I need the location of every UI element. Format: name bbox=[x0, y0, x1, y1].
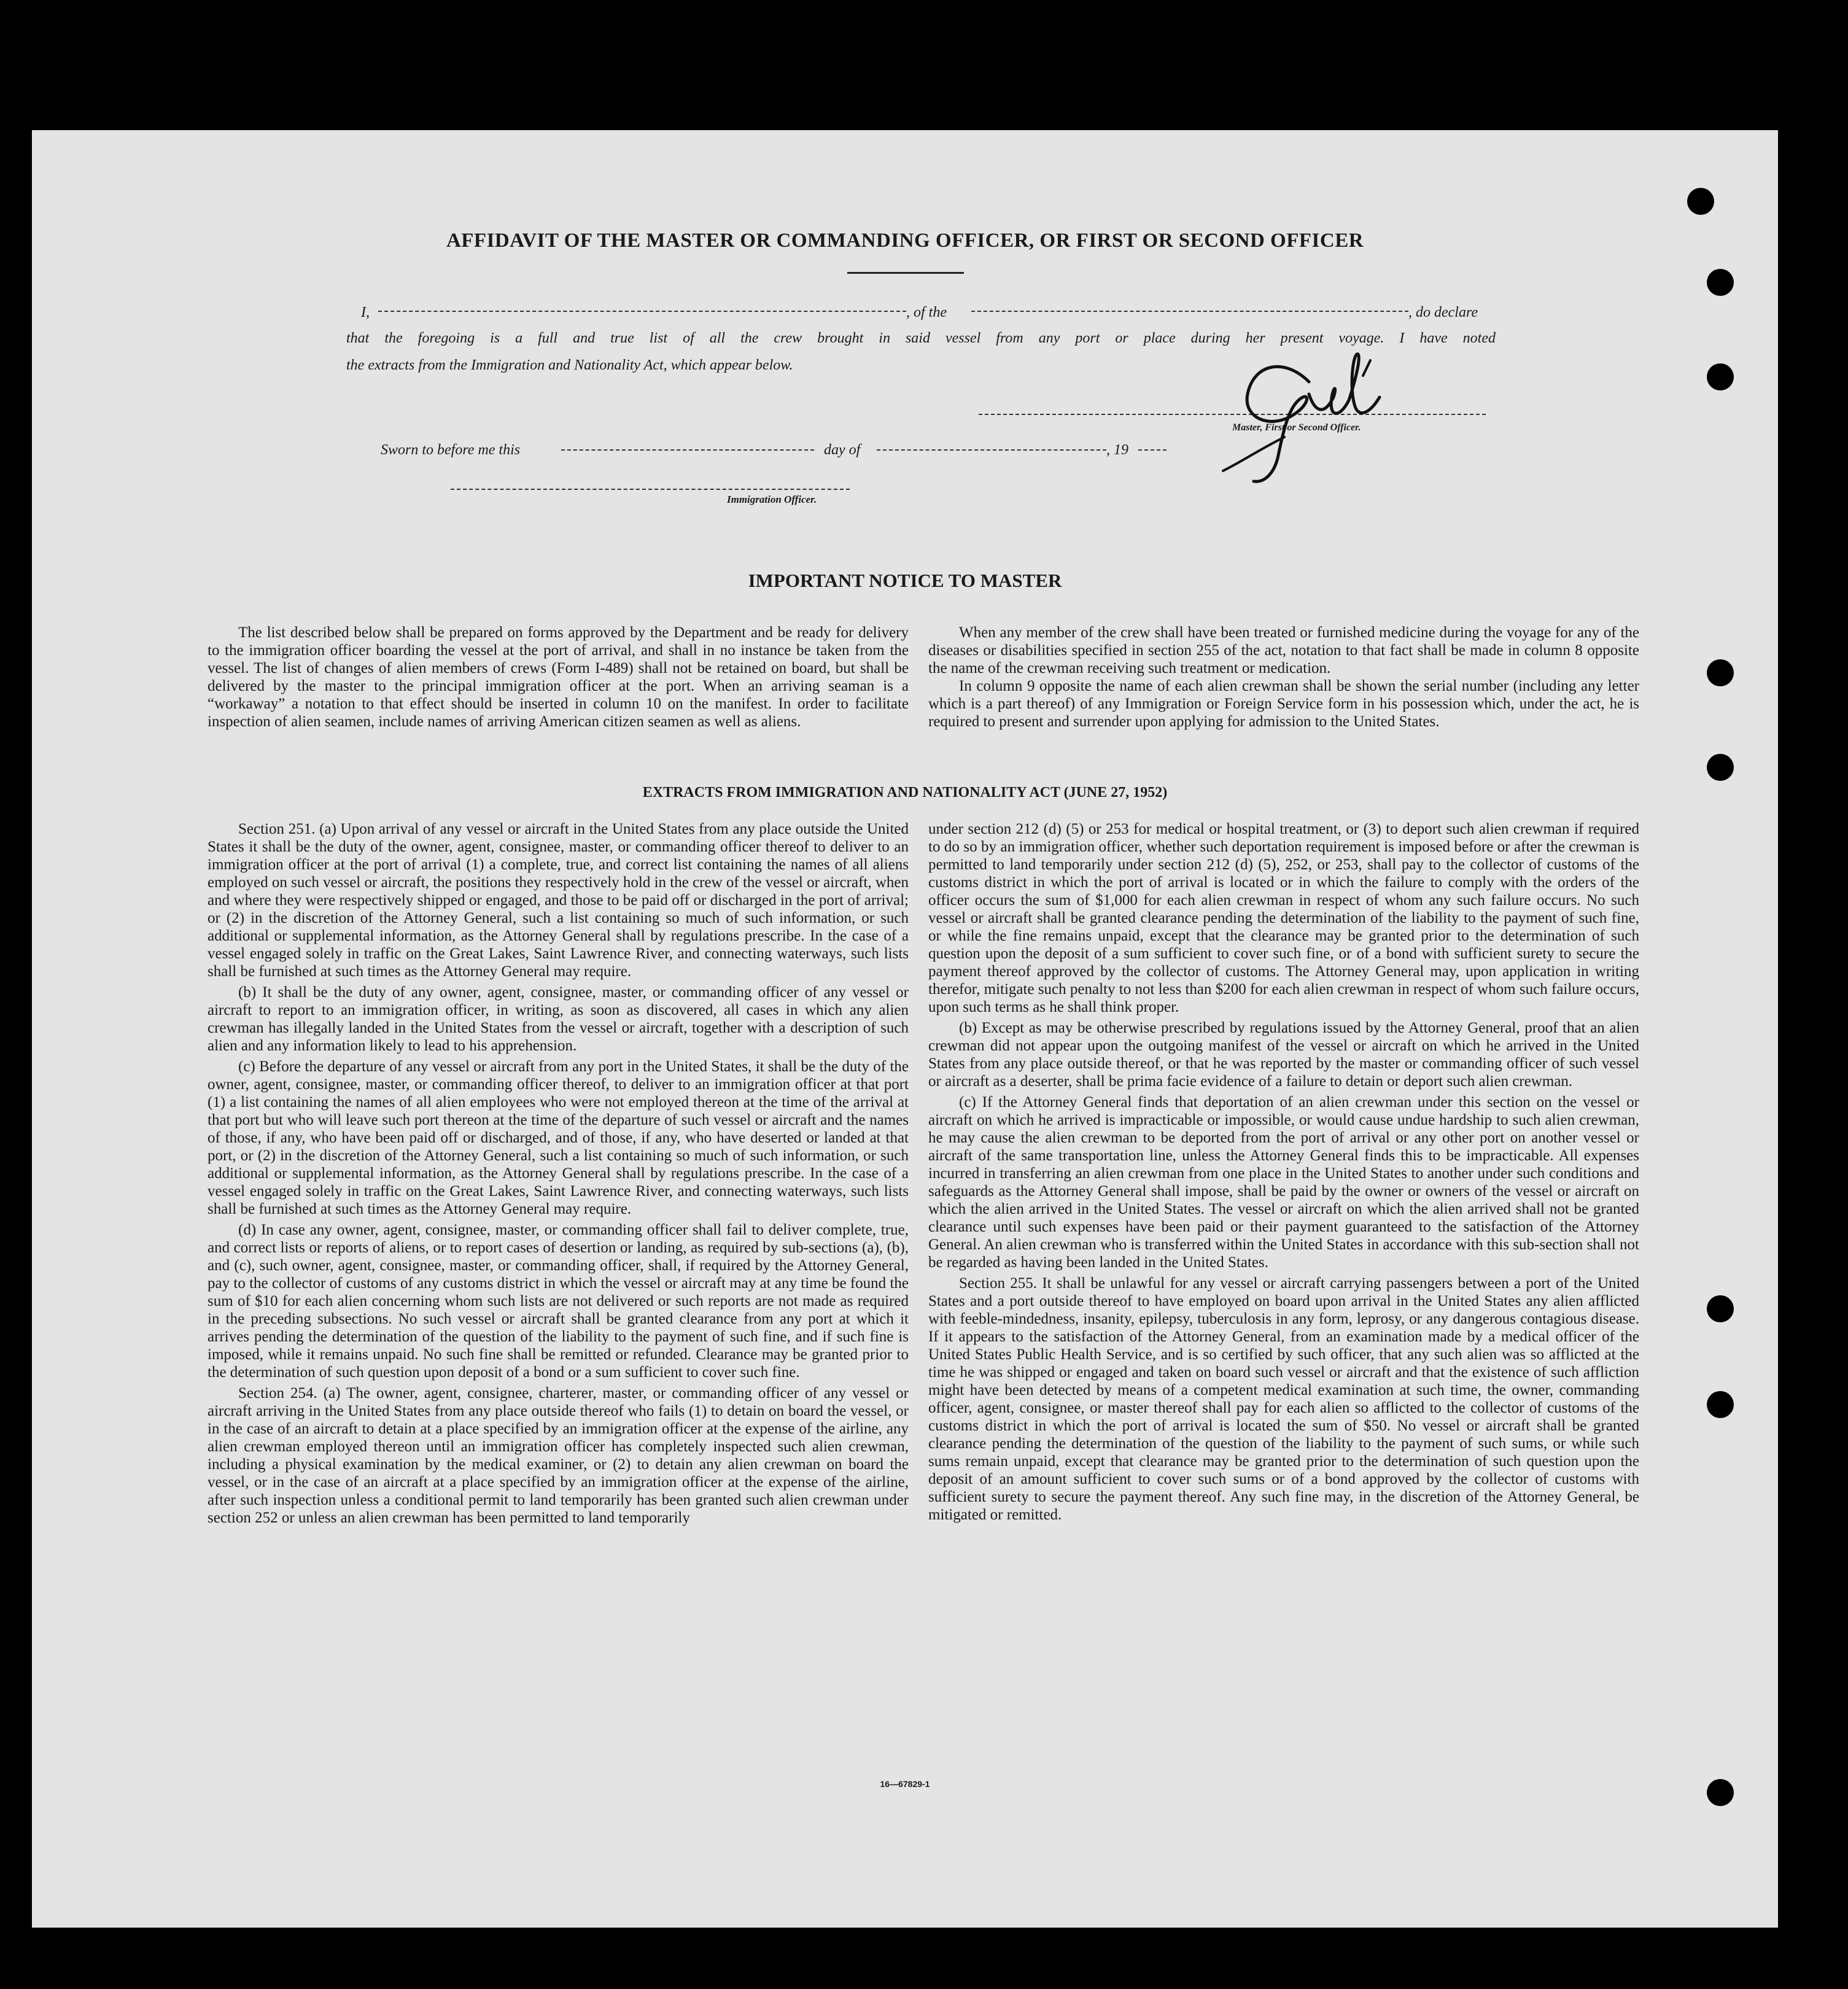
form-number: 16—67829-1 bbox=[880, 1779, 930, 1789]
affidavit-title: AFFIDAVIT OF THE MASTER OR COMMANDING OFFICER, OR FIRST OR SECOND OFFICER bbox=[446, 230, 1364, 252]
extract-paragraph: (d) In case any owner, agent, consignee, master, or commanding officer shall fail to deliver complete, true, and correct lists or reports of aliens, or to report cases of desertion or landing, as required by sub-sections (a), (b), and (c), such owner, agent, consignee, master, or commanding officer, shall, if required by the Attorney General, pay to the collector of customs of any customs district in which the vessel or aircraft may at any time be found the sum of $10 for each alien concerning whom such lists are not delivered or such reports are not made as required in the preceding subsections. No such vessel or aircraft shall be granted clearance from any port at which it arrives pending the determination of the question of the liability to the payment of such fine, and if such fine is imposed, while it remains unpaid. No such fine shall be remitted or refunded. Clearance may be granted prior to the determination of such question upon deposit of a bond or a sum sufficient to cover such fine. bbox=[208, 1222, 909, 1381]
punch-hole bbox=[1707, 363, 1734, 390]
notice-paragraph: In column 9 opposite the name of each alien crewman shall be shown the serial number (including any letter which is a part thereof) of any Immigration or Foreign Service form in his possession which, under the act, he is required to present and surrender upon applying for admission to the United States. bbox=[928, 678, 1639, 730]
of-the-label: , of the bbox=[906, 304, 947, 320]
sworn-month-blank-line bbox=[877, 449, 1106, 451]
sworn-label: Sworn to before me this bbox=[381, 442, 521, 458]
name-blank-line bbox=[378, 311, 906, 312]
year-blank-line bbox=[1138, 449, 1167, 451]
punch-hole bbox=[1707, 1295, 1734, 1322]
affidavit-statement-line: that the foregoing is a full and true list of all the crew brought in said vessel from any port or place during her present voyage. I have noted bbox=[346, 330, 1496, 346]
extract-paragraph: (c) Before the departure of any vessel or aircraft from any port in the United States, it shall be the duty of the owner, agent, consignee, master, or commanding officer thereof, to deliver to an immigration officer at that port (1) a list containing the names of all alien employees who were not employed thereon at the time of the arrival at that port but who will leave such port thereon at the time of the departure of such vessel or aircraft and the names of those, if any, who have been paid off or discharged, and of those, if any, who have deserted or landed at that port, or (2) in the discretion of the Attorney General, such a list containing so much of such information, or such additional or supplemental information, as the Attorney General shall by regulations prescribe. In the case of a vessel engaged solely in traffic on the Great Lakes, Saint Lawrence River, and connecting waterways, such lists shall be furnished at such times as the Attorney General may require. bbox=[208, 1058, 909, 1217]
day-of-label: day of bbox=[824, 442, 861, 458]
affidavit-extracts-line: the extracts from the Immigration and Nationality Act, which appear below. bbox=[346, 357, 793, 373]
notice-title: IMPORTANT NOTICE TO MASTER bbox=[748, 570, 1062, 591]
punch-hole bbox=[1687, 188, 1714, 215]
affidavit-i-label: I, bbox=[361, 304, 370, 320]
title-rule bbox=[847, 272, 964, 274]
do-declare-label: , do declare bbox=[1408, 304, 1478, 320]
sworn-day-blank-line bbox=[561, 449, 814, 451]
officer-blank-line bbox=[451, 489, 850, 490]
punch-hole bbox=[1707, 659, 1734, 686]
punch-hole bbox=[1707, 269, 1734, 296]
extract-paragraph: Section 255. It shall be unlawful for any vessel or aircraft carrying passengers between a port of the United States and a port outside thereof to have employed on board upon arrival in the United States any alien afflicted with feeble-mindedness, insanity, epilepsy, tuberculosis in any form, leprosy, or any dangerous contagious disease. If it appears to the satisfaction of the Attorney General, from an examination made by a medical officer of the United States Public Health Service, and is so certified by such officer, that any such alien was so afflicted at the time he was shipped or engaged and taken on board such vessel or aircraft and that the existence of such affliction might have been detected by means of a competent medical examination at such time, the owner, commanding officer, agent, consignee, or master thereof shall pay for each alien so afflicted to the collector of customs of the customs district in which the port of arrival is located the sum of $50. No vessel or aircraft shall be granted clearance pending the determination of the question of the liability to the payment of such sums, or while such sums remain unpaid, except that clearance may be granted prior to the determination of such question upon the deposit of an amount sufficient to cover such sums or of a bond approved by the collector of customs with sufficient surety to secure the payment thereof. Any such fine may, in the discretion of the Attorney General, be mitigated or remitted. bbox=[928, 1275, 1639, 1523]
extracts-right-column bbox=[928, 820, 1639, 1527]
document-sheet bbox=[32, 130, 1778, 1928]
extract-paragraph: under section 212 (d) (5) or 253 for medical or hospital treatment, or (3) to deport such alien crewman if required to do so by an immigration officer, whether such deportation requirement is imposed before or after the crewman is permitted to land temporarily under section 212 (d) (5), 252, or 253, shall pay to the collector of customs of the customs district in which the port of arrival is located or in which the failure to comply with the orders of the officer occurs the sum of $1,000 for each alien crewman in respect of whom any such failure occurs. No such vessel or aircraft shall be granted clearance pending the determination of the liability to the payment of such fine, or while the fine remains unpaid, except that the clearance may be granted prior to the determination of such question upon the deposit of a sum sufficient to cover such fine, or of a bond with sufficient surety to secure the payment thereof approved by the collector of customs. The Attorney General may, upon application in writing therefor, mitigate such penalty to not less than $200 for each alien crewman in respect of whom such failure occurs, upon such terms as he shall think proper. bbox=[928, 821, 1639, 1015]
notice-right-column bbox=[928, 624, 1639, 731]
extract-paragraph: (b) It shall be the duty of any owner, agent, consignee, master, or commanding officer of any vessel or aircraft to report to an immigration officer, in writing, as soon as discovered, all cases in which any alien crewman has illegally landed in the United States from the vessel or aircraft, together with a description of such alien and any information likely to lead to his apprehension. bbox=[208, 984, 909, 1054]
extracts-title: EXTRACTS FROM IMMIGRATION AND NATIONALITY ACT (JUNE 27, 1952) bbox=[642, 785, 1168, 801]
extract-paragraph: (b) Except as may be otherwise prescribed by regulations issued by the Attorney General, proof that an alien crewman did not appear upon the outgoing manifest of the vessel or aircraft on which he arrived in the United States from any place outside thereof, or that he was reported by the master or commanding officer of such vessel or aircraft as a deserter, shall be prima facie evidence of a failure to detain or deport such alien crewman. bbox=[928, 1020, 1639, 1090]
punch-hole bbox=[1707, 754, 1734, 781]
notice-left-column bbox=[208, 624, 909, 731]
signer-label: Master, First or Second Officer. bbox=[1232, 422, 1361, 433]
handwritten-signature bbox=[1217, 339, 1475, 486]
extracts-left-column bbox=[208, 820, 909, 1530]
notice-paragraph: When any member of the crew shall have been treated or furnished medicine during the voyage for any of the diseases or disabilities specified in section 255 of the act, notation to that fact shall be made in column 8 opposite the name of the crewman receiving such treatment or medication. bbox=[928, 624, 1639, 677]
extract-paragraph: (c) If the Attorney General finds that deportation of an alien crewman under this section on the vessel or aircraft on which he arrived is impracticable or impossible, or would cause undue hardship to such alien crewman, he may cause the alien crewman to be deported from the port of arrival or any other port on another vessel or aircraft of the same transportation line, unless the Attorney General finds this to be impracticable. All expenses incurred in transferring an alien crewman from one place in the United States to another under such conditions and safeguards as the Attorney General shall impose, shall be paid by the owner or owners of the vessel or aircraft on which the alien arrived in the United States. The vessel or aircraft on which the alien arrived shall not be granted clearance until such expenses have been paid or their payment guaranteed to the satisfaction of the Attorney General. An alien crewman who is transferred within the United States in accordance with this sub-section shall not be regarded as having been landed in the United States. bbox=[928, 1094, 1639, 1271]
vessel-blank-line bbox=[971, 311, 1408, 312]
punch-hole bbox=[1707, 1391, 1734, 1418]
extract-paragraph: Section 251. (a) Upon arrival of any vessel or aircraft in the United States from any place outside the United States it shall be the duty of the owner, agent, consignee, master, or commanding officer thereof to deliver to an immigration officer at the port of arrival (1) a complete, true, and correct list containing the names of all aliens employed on such vessel or aircraft, the positions they respectively hold in the crew of the vessel or aircraft, when and where they were respectively shipped or engaged, and those to be paid off or discharged in the port of arrival; or (2) in the discretion of the Attorney General, such a list containing so much of such information, or such additional or supplemental information, as the Attorney General shall by regulations prescribe. In the case of a vessel engaged solely in traffic on the Great Lakes, Saint Lawrence River, and connecting waterways, such lists shall be furnished at such times as the Attorney General may require. bbox=[208, 821, 909, 980]
year-prefix-label: , 19 bbox=[1106, 442, 1128, 458]
extract-paragraph: Section 254. (a) The owner, agent, consignee, charterer, master, or commanding officer of any vessel or aircraft arriving in the United States from any place outside thereof who fails (1) to detain on board the vessel, or in the case of an aircraft to detain at a place specified by an immigration officer at the expense of the airline, any alien crewman employed thereon until an immigration officer has completely inspected such alien crewman, including a physical examination by the medical examiner, or (2) to detain any alien crewman on board the vessel, or in the case of an aircraft at a place specified by an immigration officer at the expense of the airline, after such inspection unless a conditional permit to land temporarily has been granted such alien crewman under section 252 or unless an alien crewman has been permitted to land temporarily bbox=[208, 1385, 909, 1526]
officer-label: Immigration Officer. bbox=[727, 494, 817, 505]
notice-paragraph: The list described below shall be prepared on forms approved by the Department and be ready for delivery to the immigration officer boarding the vessel at the port of arrival, and shall in no instance be taken from the vessel. The list of changes of alien members of crews (Form I-489) shall not be retained on board, but shall be delivered by the master to the principal immigration officer at the port. When an arriving seaman is a “workaway” a notation to that effect should be inserted in column 10 on the manifest. In order to facilitate inspection of alien seamen, include names of arriving American citizen seamen as well as aliens. bbox=[208, 624, 909, 730]
